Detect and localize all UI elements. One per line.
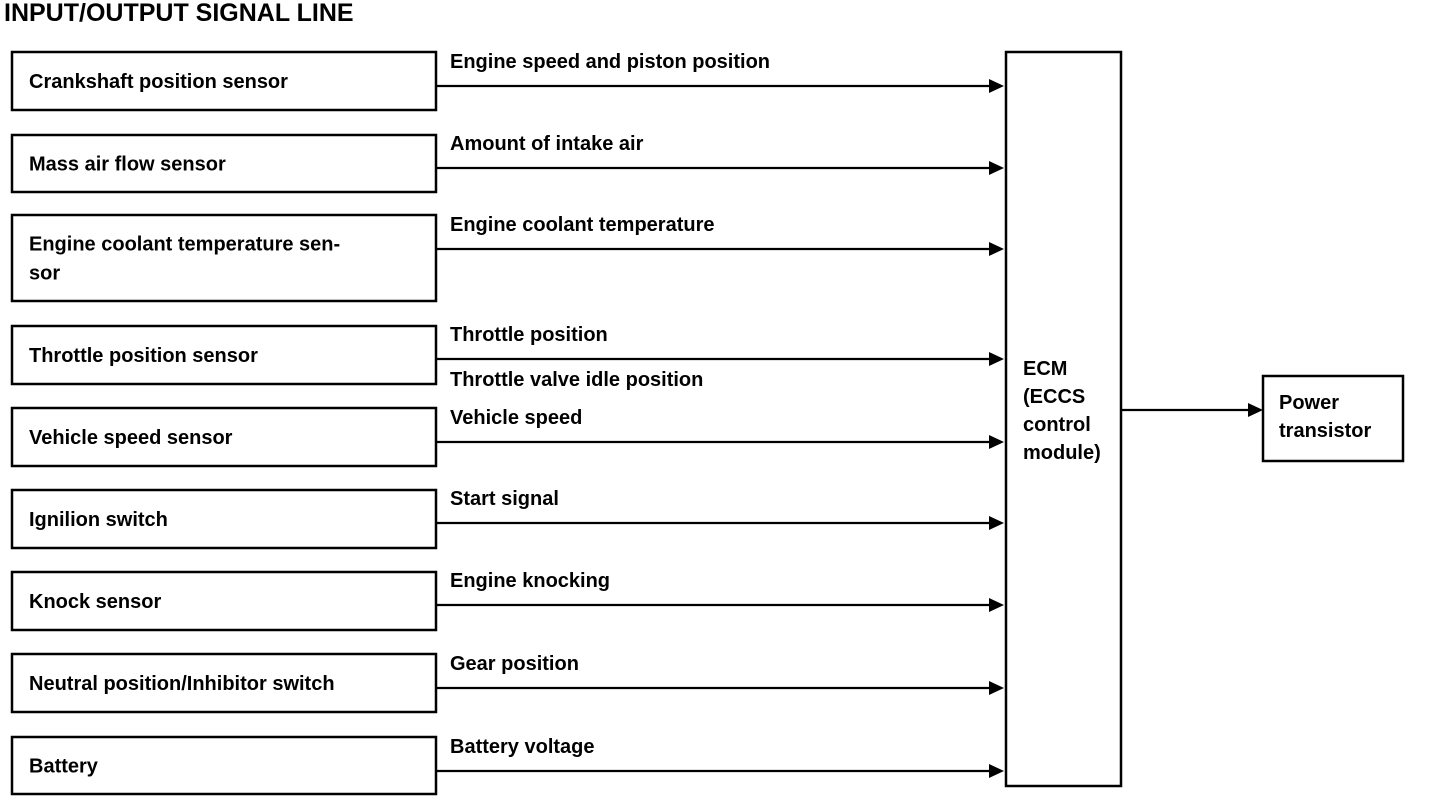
sensor-label: Neutral position/Inhibitor switch (29, 673, 335, 695)
input-row (12, 51, 1004, 110)
power-transistor-box (1263, 376, 1403, 461)
input-rows (12, 51, 1004, 794)
sensor-label: Engine coolant temperature sen- (29, 233, 341, 256)
signal-label: Battery voltage (450, 736, 595, 758)
sensor-label: Crankshaft position sensor (29, 71, 288, 93)
power-transistor-label: transistor (1279, 420, 1372, 442)
input-row (12, 407, 1004, 466)
input-row (12, 324, 1004, 391)
ecm-label: ECM (1023, 358, 1068, 380)
signal-arrowhead (989, 352, 1004, 366)
signal-label: Engine knocking (450, 570, 611, 592)
input-row (12, 133, 1004, 192)
signal-arrowhead (989, 764, 1004, 778)
signal-label: Amount of intake air (450, 133, 644, 155)
sensor-label: Throttle position sensor (29, 345, 258, 367)
sensor-label: Ignilion switch (29, 509, 168, 531)
sensor-label: Knock sensor (29, 591, 162, 613)
signal-arrowhead (989, 435, 1004, 449)
sensor-label: Battery (29, 755, 98, 778)
signal-arrowhead (989, 681, 1004, 695)
sensor-label: Mass air flow sensor (29, 153, 226, 176)
signal-label: Engine speed and piston position (450, 51, 771, 73)
sensor-box (12, 215, 436, 301)
signal-arrowhead (989, 516, 1004, 530)
ecm-block (1006, 52, 1121, 786)
diagram-title: INPUT/OUTPUT SIGNAL LINE (4, 0, 354, 27)
power-transistor-label: Power (1279, 392, 1340, 414)
signal-label: Throttle position (450, 324, 608, 346)
ecm-label: (ECCS (1023, 386, 1086, 408)
input-row (12, 570, 1004, 630)
output-arrowhead (1248, 403, 1263, 417)
signal-label: Throttle valve idle position (450, 369, 704, 391)
input-row (12, 736, 1004, 794)
input-row (12, 488, 1004, 548)
signal-arrowhead (989, 242, 1004, 256)
signal-label: Vehicle speed (450, 407, 583, 429)
ecm-label: control (1023, 414, 1091, 436)
signal-label: Engine coolant temperature (450, 214, 715, 236)
output-block (1121, 376, 1403, 461)
input-row (12, 653, 1004, 712)
sensor-label: Vehicle speed sensor (29, 427, 233, 449)
sensor-label: sor (29, 262, 61, 285)
ecm-label: module) (1023, 442, 1101, 464)
input-row (12, 214, 1004, 301)
signal-label: Gear position (450, 653, 579, 675)
signal-arrowhead (989, 79, 1004, 93)
signal-arrowhead (989, 598, 1004, 612)
signal-arrowhead (989, 161, 1004, 175)
signal-label: Start signal (450, 488, 559, 510)
